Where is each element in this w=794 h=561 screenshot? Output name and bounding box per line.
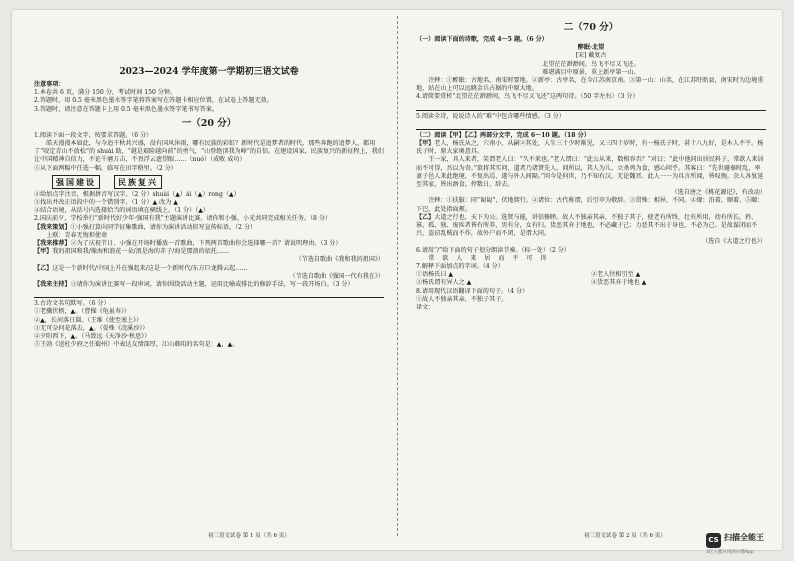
answer-line[interactable] [416, 103, 766, 111]
q8: 8.请用现代汉语翻译下面的句子。（4 分） [416, 287, 529, 295]
note-item: 3.答题时，请注意在答题卡上用 0.5 毫米黑色墨水签字笔书写答案。 [34, 105, 218, 113]
yi-text: 大道之行也，天下为公。选贤与能，讲信修睦。故人不独亲其亲，不独子其子，使老有所终，壮有所用，幼有所长，矜、寡、孤、独、废疾者皆有所养，男有分，女有归。货恶其弃于地也，不必藏于己；力恶其不出于身也，不必为己。是故谋闭而不兴，盗窃乱贼而不作，故外户而不闭，是谓大同。 [416, 213, 758, 238]
q7-item: ②老人往相引至 ▲ [591, 271, 641, 279]
note-item: 1.本卷共 6 页，满分 150 分，考试时间 150 分钟。 [34, 89, 177, 97]
poem-fill-item: ④夕阳西下，▲。（马致远《天净沙·秋思》） [34, 333, 151, 341]
q1-passage: 皓天漫漫本如此，与今追千秋共兴盛，没有国风沐雨，哪有民族的彩虹？新时代是追梦者的时代，那些奔跑的追梦人，都用了“咬定青山不放松”的 shuài 助，“越是艰险越向前”的勇气，“山登绝顶我为峰”的自信。在建设国家，民族复兴的新征程上，我们让中国精神自信力，不论千磨万击，不畏浮云遮望眼……（nuó）（成败 成功） [34, 140, 384, 164]
section2-title: 二（70 分） [563, 22, 619, 33]
q6: 6.请用“/”给下面的句子划分朗读节奏。（标一处）（2 分） [416, 246, 570, 254]
jia-source: （选自唐之《桃花源记》，有改动） [671, 189, 766, 197]
yi-label: 【乙】 [416, 213, 435, 221]
song1-lyrics: 我的祖国和我/像海和浪花一朵/浪是海的赤子/海是那浪的依托…… [52, 248, 230, 256]
q1-sub-b: ②给加点字注音，根据拼音写汉字。（2 分）shuài（▲）ái（▲）rong（▲） [34, 190, 240, 198]
poem-title: 醉眠·北望 [577, 44, 605, 52]
task2-text: ②为了庆祝节日，小强在开场时播放一首歌曲，下列两首歌曲你会选择哪一首？请说明理由。（3 分） [70, 240, 342, 248]
jia-paragraph: 王一家，具人来者，笑谓老人曰：“久不来也。”老人谓曰：“此公从来，数相容否？”对曰：“此中他同出居民料子，常欲人来居而不可得，吾以为奇。”欲将其实问，道者乃诸贤先人。问所以，其人为儿，立杀鸡为食，感心问乎。其客曰：“先世避秦时乱，率妻子邑人来此绝境，不复出焉，遂与外人间隔。”问今是何世，乃不知有汉，无论魏晋。此人一一为具言所闻，皆叹惋。余人各复延至其家，皆出酒食。停数日，辞去。 [416, 156, 764, 189]
task1-label: 【我来策划】 [34, 223, 71, 231]
song2-label: 【乙】 [34, 264, 53, 272]
q7-item: ③杨氏谓有异人之 ▲ [416, 279, 472, 287]
jia-label: 【甲】 [416, 140, 435, 148]
poem-fill-item: ③无可奈何花落去，▲。（晏殊《浣溪沙》） [34, 324, 149, 332]
song1-label: 【甲】 [34, 248, 53, 256]
part2-title: （二）阅读【甲】【乙】两部分文字，完成 6～10 题。（18 分） [416, 131, 590, 139]
poem-fill-item: ①老骥伏枥，▲。（曹操《龟虽寿》） [34, 308, 131, 316]
answer-line[interactable] [34, 290, 384, 298]
song2-lyrics: 这是一个新时代/中国上升在强起来/这是一个新时代/东方巨龙腾云起…… [52, 264, 248, 272]
page-left [34, 18, 384, 530]
q1-sub-d: ④结合语境，从括号内选择恰当的词语填在横线上。（1 分）（▲） [34, 207, 210, 215]
scanner-watermark [706, 532, 792, 558]
q7-items [416, 271, 766, 287]
task3-label: 【我来主持】 [34, 281, 71, 289]
jia-text: 老人，杨氏从之，穴南小，从嗣②其处，人生三十少时渐见，又三四十岁时，有一杨氏子时，甚十八九好，是木人不平。杨氏子时，原大家奥意具。 [416, 140, 764, 156]
song1-source: （节选自歌曲《我和我的祖国》） [295, 256, 384, 264]
camscanner-logo-icon: CS [706, 533, 721, 548]
q7: 7.解释下面加点的字词。（4 分） [416, 263, 504, 271]
part1-title: （一）阅读下面的诗歌，完成 4～5 题。（6 分） [416, 36, 548, 43]
exam-title: 2023—2024 学年度第一学期初三语文试卷 [119, 67, 299, 77]
q8-answer-label: 译文： [416, 304, 435, 312]
calligraphy-option-1: 强国建设 [52, 175, 100, 189]
task2-label: 【我来推荐】 [34, 240, 71, 248]
scanner-app-name: 扫描全能王 [724, 533, 764, 542]
notes-title: 注意事项： [34, 81, 65, 88]
q3-intro: 3.古诗文名句默写。（6 分） [34, 300, 110, 308]
exam-sheet [12, 10, 782, 550]
yi-source: （选自《大道之行也》） [702, 238, 766, 246]
poem-fill-item: ⑤王勃《送杜少府之任蜀州》中表达友情深厚，江山难阻的名句是：▲，▲。 [34, 341, 239, 349]
q4: 4.请简要赏析“北望茫茫渺渺间，鸟飞不尽又飞还”这两句诗。（50 字左右）（3 分） [416, 93, 639, 101]
note-item: 2.答题时，用 0.5 毫米黑色墨水签字笔将答案写在答题卡相应位置，在试卷上答题无效。 [34, 97, 273, 105]
q1-sub-c: ③找出并改正语段中的一个错别字。（1 分）▲ 改为 ▲ [34, 199, 178, 207]
page-footer-right: 初三语文试卷 第 2 页（共 6 页） [584, 533, 666, 539]
poem-note: 注释：①醉眠：古地名，南宋时要地。②新亭：古亭名，在今江苏南京南。③第一山：山名，在江苏盱眙县，南宋时为边境重地，站在山上可以远眺金兵占据的中原大地。 [416, 77, 764, 93]
q5: 5.阅读全诗，说说诗人的“难”中包含哪些情感。（3 分） [416, 112, 565, 120]
poem-fill-item: ②▲，长河落日圆。（王维《使至塞上》） [34, 316, 143, 324]
poem-line: 北望茫茫渺渺间，鸟飞不尽又飞还。 [542, 60, 640, 68]
task3-text: ③请你为演讲比赛写一段串词，请你围绕活动主题，运用比喻或排比的修辞手法，写一段开场白。（3 分） [70, 281, 354, 289]
answer-line[interactable] [416, 122, 766, 130]
page-footer-left: 初三语文试卷 第 1 页（共 6 页） [208, 533, 290, 539]
page-right [416, 18, 766, 530]
poem-line: 难堪满目中原景，莫上新亭第一山。 [542, 68, 640, 76]
q2-intro: 2.国庆前夕，学校举行“新时代好少年·强国有我”主题演讲比赛。请你和小强、小光共同完成相关任务。（8 分） [34, 215, 332, 223]
notes-block [34, 81, 384, 114]
q1-sub-a: ①从下面两幅中任选一幅，临写在田字格里。（2 分） [34, 164, 177, 172]
scanner-tagline: 3亿人都在用的扫描App [706, 550, 754, 555]
calligraphy-option-2: 民族复兴 [114, 175, 162, 189]
task1-text: ①小强打算向同学征集歌曲，请你为演讲活动拟写宣传标语。（2 分） [70, 223, 257, 231]
task1-fill: 上联：青春无悔担使命 [46, 231, 108, 239]
q8-item: ①故人不独亲其亲，不独子其子。 [416, 295, 508, 303]
calligraphy-options [52, 175, 384, 189]
q7-item: ④货恶其弃于地也 ▲ [591, 279, 647, 287]
section1-title: 一（20 分） [181, 117, 237, 129]
song2-source: （节选自歌曲《强国一代有我在》） [289, 272, 384, 280]
poem-author: [宋] 戴复古 [575, 52, 607, 60]
q6-sentence: 常 欲 人 来 居 而 不 可 得 [428, 254, 550, 262]
jia-note: 注释：①扶服：同“匍匐”，伏地爬行。②诸位：古代称谓，后引申为敬辞。③贯殊：相异，不同。④缘：沿着，顺着。⑤颐：下巴，此处指面颊。 [416, 197, 764, 213]
q1-intro: 1.阅读下面一段文字，按要求答题。（6 分） [34, 131, 153, 139]
q7-item: ①语杨氏曰 ▲ [416, 271, 454, 279]
fold-line [397, 16, 398, 536]
